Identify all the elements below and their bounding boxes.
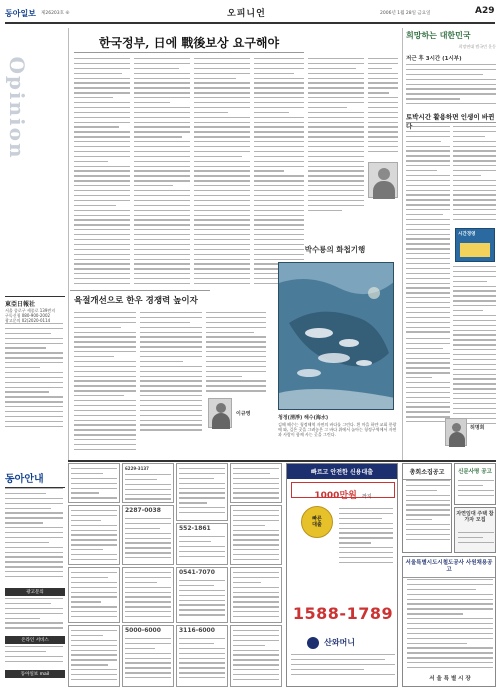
opinion-vertical-label — [4, 34, 29, 184]
sidebar-company-box — [5, 296, 65, 436]
classified-phone-2: 2287-0038 — [125, 507, 161, 514]
classified-box-7 — [176, 523, 228, 565]
loan-ad-title: 빠르고 안전한 신용대출 — [287, 464, 397, 479]
column-author-name: 허명희 — [470, 425, 485, 431]
notice-ad-3-title: 자연임대 주택 참가자 모집 — [456, 511, 494, 523]
loan-ad-badge — [301, 506, 333, 538]
classified-phone-6: 3116-6000 — [179, 627, 215, 634]
art-painting — [278, 262, 394, 410]
classified-phone-5: 5000-6000 — [125, 627, 161, 634]
loan-ad-amount: 1000만원 — [314, 491, 357, 501]
masthead — [5, 4, 495, 22]
loan-ad-company: 산와머니 — [324, 638, 356, 647]
company-line-1: 서울 종로구 세종로 139번지 — [5, 308, 56, 313]
second-column-1 — [74, 312, 136, 452]
classified-box-10 — [122, 567, 174, 623]
art-caption-title: 청정(淸淨) 해수(海水) — [278, 415, 329, 421]
notice-ad-3[interactable] — [454, 507, 496, 553]
person-silhouette-icon — [378, 168, 390, 180]
loan-ad-company-box — [307, 632, 379, 648]
company-line-2: 구독신청 080-900-2002 — [5, 313, 51, 318]
loan-ad-badge-text: 빠른 대출 — [312, 516, 322, 528]
notice-ad-1-title: 총회소집공고 — [403, 464, 451, 480]
art-title: 박수룡의 화첩기행 — [304, 245, 366, 254]
column-headline: 토박시간 활용하면 인생이 바뀐 — [406, 113, 495, 121]
classified-box-12 — [230, 567, 282, 623]
classified-grid — [68, 463, 282, 687]
editorial-columnist-photo — [368, 162, 398, 198]
column-divider-1 — [68, 28, 69, 460]
guide-box — [5, 470, 65, 685]
company-staff-list — [5, 323, 63, 433]
classified-box-3 — [176, 463, 228, 521]
classified-box-6 — [122, 505, 174, 565]
notice-ad-2[interactable] — [454, 463, 496, 505]
classified-box-8 — [230, 505, 282, 565]
loan-ad[interactable] — [286, 463, 398, 687]
loan-ad-amount-suffix: 까지 — [361, 494, 372, 500]
issue-date: 2006년 1월 28일 금요일 — [380, 11, 431, 16]
column-author-photo — [445, 418, 467, 446]
art-caption-text: 김해 해수는 청정해역 자연의 바다를 그린다. 흰 마을 하얀 교회 풍광에 와, 깊은 곳을 그려놓은 그 바다 위에서 놀아는 청정구역에서 자연과 사람이 함께 사는 곳을 그린다. — [278, 422, 397, 437]
second-author-name: 이규영 — [236, 411, 251, 417]
second-column-3 — [206, 312, 266, 394]
loan-ad-fineprint — [291, 654, 395, 684]
notice-ad-4-title: 서울특별시도시철도공사 사원채용공고 — [403, 557, 495, 578]
column-tag-sub: 희망연대 범국민 운동 — [458, 44, 496, 49]
guide-list-2 — [5, 598, 63, 633]
classified-phone-4: 0541-7070 — [179, 569, 215, 576]
guide-section-3: 온라인 서비스 — [5, 636, 65, 644]
guide-title: 동아안내 — [5, 470, 65, 488]
paper-logo: 동아일보 — [5, 8, 36, 18]
editorial-column-1 — [74, 58, 130, 288]
notice-ad-1[interactable] — [402, 463, 452, 553]
page-number: A29 — [475, 6, 495, 16]
classified-box-14 — [122, 625, 174, 687]
loan-ad-amount-bar — [291, 482, 395, 501]
classified-box-2 — [122, 463, 174, 503]
editorial-column-2 — [134, 58, 190, 288]
header-rule — [5, 22, 495, 24]
art-title-box — [272, 244, 398, 258]
second-column-2 — [140, 312, 202, 452]
painting-illustration — [279, 263, 394, 410]
second-author-photo — [208, 398, 232, 428]
classified-box-13 — [68, 625, 120, 687]
mail-label: 동아일보 mail — [5, 670, 65, 678]
guide-list-3 — [5, 646, 63, 666]
classified-box-4 — [230, 463, 282, 503]
editorial-headline-rule — [74, 52, 304, 53]
editorial-headline-text: 한국정부, 日에 戰後보상 요구해야 — [98, 36, 280, 50]
column-intro-text — [406, 64, 496, 106]
guide-section-2: 광고문의 — [5, 588, 65, 596]
guide-list-1 — [5, 488, 63, 583]
classified-box-9 — [68, 567, 120, 623]
editorial-column-6 — [368, 58, 398, 158]
classified-phone-1: 6229-3137 — [125, 466, 149, 471]
loan-ad-details — [339, 508, 393, 568]
column-body-3 — [453, 266, 496, 426]
column-headline-rule — [406, 122, 496, 123]
classified-box-5 — [68, 505, 120, 565]
column-book-image — [455, 228, 495, 262]
column-body-1 — [406, 126, 450, 336]
classified-box-15 — [176, 625, 228, 687]
classified-top-rule — [68, 460, 496, 462]
person-silhouette-icon — [216, 403, 226, 413]
company-line-3: 광고문의 02)2020-0114 — [5, 318, 51, 323]
classified-box-1 — [68, 463, 120, 503]
opinion-vertical-text: Opinion — [5, 56, 29, 160]
editorial-column-3 — [194, 58, 250, 288]
classified-box-11 — [176, 567, 228, 623]
second-headline: 육절개선으로 한우 경쟁력 높이자 — [74, 296, 198, 306]
column-body-4 — [406, 338, 450, 426]
loan-ad-phone: 1588-1789 — [292, 604, 394, 623]
notice-ad-2-title: 신문사명 공고 — [458, 469, 492, 475]
notice-ad-4[interactable] — [402, 556, 496, 687]
subhead-top-rule — [70, 290, 210, 291]
column-book-caption: 시간경영 — [458, 232, 476, 237]
company-name: 東亞日報社 — [5, 301, 36, 308]
column-intro-title: 저근 후 3시간 (1시부) — [406, 56, 462, 62]
column-tag-text: 희망하는 대한민국 — [406, 30, 471, 40]
section-title: 오피니언 — [227, 9, 266, 19]
classified-phone-3: 552-1861 — [179, 525, 211, 532]
person-silhouette-icon — [452, 423, 461, 432]
editorial-headline — [74, 34, 304, 54]
loan-logo-icon — [307, 637, 319, 649]
column-divider-2 — [402, 28, 403, 460]
column-body-2 — [453, 126, 496, 226]
issue-number: 제26203호 ⑥ — [41, 11, 70, 16]
notice-ad-4-company: 서 울 특 별 시 장 — [429, 676, 471, 682]
classified-box-16 — [230, 625, 282, 687]
